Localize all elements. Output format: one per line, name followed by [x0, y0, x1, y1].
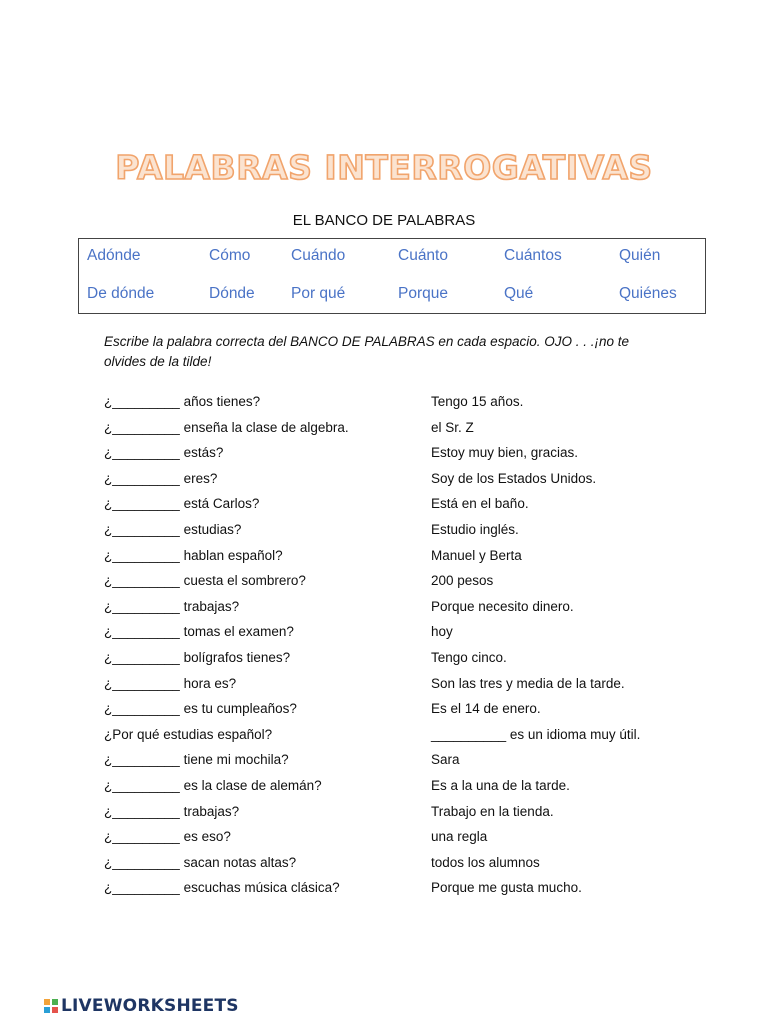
- question-text[interactable]: ¿_________ es tu cumpleaños?: [104, 701, 297, 717]
- bank-word: Cuántos: [504, 247, 562, 264]
- exercise-row: [104, 573, 684, 599]
- question-text[interactable]: ¿_________ eres?: [104, 470, 218, 486]
- answer-text: Estoy muy bien, gracias.: [431, 445, 579, 461]
- answer-text: Estudio inglés.: [431, 521, 519, 537]
- exercise-list: [104, 394, 684, 906]
- bank-word: Quién: [619, 247, 661, 264]
- exercise-row: [104, 804, 684, 830]
- word-bank-box: [78, 238, 706, 314]
- answer-text: Son las tres y media de la tarde.: [431, 675, 625, 691]
- exercise-row: [104, 701, 684, 727]
- question-text[interactable]: ¿_________ bolígrafos tienes?: [104, 649, 291, 665]
- word-bank-row: [79, 285, 705, 307]
- exercise-row: [104, 420, 684, 446]
- exercise-row: [104, 624, 684, 650]
- exercise-row: [104, 445, 684, 471]
- question-text: ¿Por qué estudias español?: [104, 726, 273, 742]
- question-text[interactable]: ¿_________ años tienes?: [104, 394, 261, 409]
- bank-word: Quiénes: [619, 285, 677, 302]
- exercise-row: [104, 829, 684, 855]
- bank-word: Dónde: [209, 285, 255, 302]
- bank-word: Cómo: [209, 247, 251, 264]
- bank-word: Cuándo: [291, 247, 346, 264]
- exercise-row: [104, 855, 684, 881]
- question-text[interactable]: ¿_________ cuesta el sombrero?: [104, 573, 306, 589]
- answer-text: Es a la una de la tarde.: [431, 777, 570, 793]
- question-text[interactable]: ¿_________ escuchas música clásica?: [104, 880, 340, 896]
- answer-text: Porque necesito dinero.: [431, 598, 574, 614]
- exercise-row: [104, 471, 684, 497]
- liveworksheets-logo-icon: [44, 999, 58, 1013]
- answer-text: Es el 14 de enero.: [431, 701, 541, 717]
- answer-text: Porque me gusta mucho.: [431, 880, 582, 896]
- exercise-row: [104, 727, 684, 753]
- question-text[interactable]: ¿_________ hablan español?: [104, 547, 283, 563]
- bank-word: Porque: [398, 285, 448, 302]
- answer-text[interactable]: __________ es un idioma muy útil.: [431, 726, 641, 742]
- exercise-row: [104, 752, 684, 778]
- exercise-row: [104, 599, 684, 625]
- question-text[interactable]: ¿_________ sacan notas altas?: [104, 854, 297, 870]
- exercise-row: [104, 676, 684, 702]
- answer-text: Está en el baño.: [431, 496, 529, 512]
- bank-word: Adónde: [87, 247, 141, 264]
- exercise-row: [104, 496, 684, 522]
- logo-text: LIVEWORKSHEETS: [61, 996, 239, 1016]
- exercise-row: [104, 522, 684, 548]
- answer-text: Soy de los Estados Unidos.: [431, 470, 597, 486]
- answer-text: Tengo 15 años.: [431, 394, 524, 409]
- question-text[interactable]: ¿_________ trabajas?: [104, 803, 240, 819]
- bank-word: Cuánto: [398, 247, 448, 264]
- bank-word: Por qué: [291, 285, 346, 302]
- question-text[interactable]: ¿_________ enseña la clase de algebra.: [104, 419, 349, 435]
- question-text[interactable]: ¿_________ estudias?: [104, 521, 242, 537]
- question-text[interactable]: ¿_________ estás?: [104, 445, 224, 461]
- question-text[interactable]: ¿_________ es eso?: [104, 829, 231, 845]
- answer-text: hoy: [431, 624, 453, 640]
- answer-text: Sara: [431, 752, 460, 768]
- liveworksheets-logo: [44, 995, 239, 1017]
- answer-text: Tengo cinco.: [431, 649, 507, 665]
- bank-word: De dónde: [87, 285, 155, 302]
- worksheet-title: PALABRAS INTERROGATIVAS: [115, 148, 653, 187]
- question-text[interactable]: ¿_________ hora es?: [104, 675, 237, 691]
- word-bank-heading: EL BANCO DE PALABRAS: [292, 212, 476, 229]
- answer-text: Trabajo en la tienda.: [431, 803, 554, 819]
- answer-text: el Sr. Z: [431, 419, 474, 435]
- exercise-row: [104, 880, 684, 906]
- exercise-row: [104, 394, 684, 420]
- question-text[interactable]: ¿_________ tomas el examen?: [104, 624, 294, 640]
- question-text[interactable]: ¿_________ es la clase de alemán?: [104, 777, 322, 793]
- instructions-text: Escribe la palabra correcta del BANCO DE PALABRAS en cada espacio. OJO . . .¡no te olvides de la tilde!: [104, 334, 629, 369]
- answer-text: una regla: [431, 829, 488, 845]
- word-bank-row: [79, 247, 705, 269]
- answer-text: todos los alumnos: [431, 854, 540, 870]
- bank-word: Qué: [504, 285, 534, 302]
- question-text[interactable]: ¿_________ tiene mi mochila?: [104, 752, 289, 768]
- question-text[interactable]: ¿_________ trabajas?: [104, 598, 240, 614]
- exercise-row: [104, 650, 684, 676]
- answer-text: Manuel y Berta: [431, 547, 522, 563]
- exercise-row: [104, 778, 684, 804]
- exercise-row: [104, 548, 684, 574]
- question-text[interactable]: ¿_________ está Carlos?: [104, 496, 260, 512]
- answer-text: 200 pesos: [431, 573, 494, 589]
